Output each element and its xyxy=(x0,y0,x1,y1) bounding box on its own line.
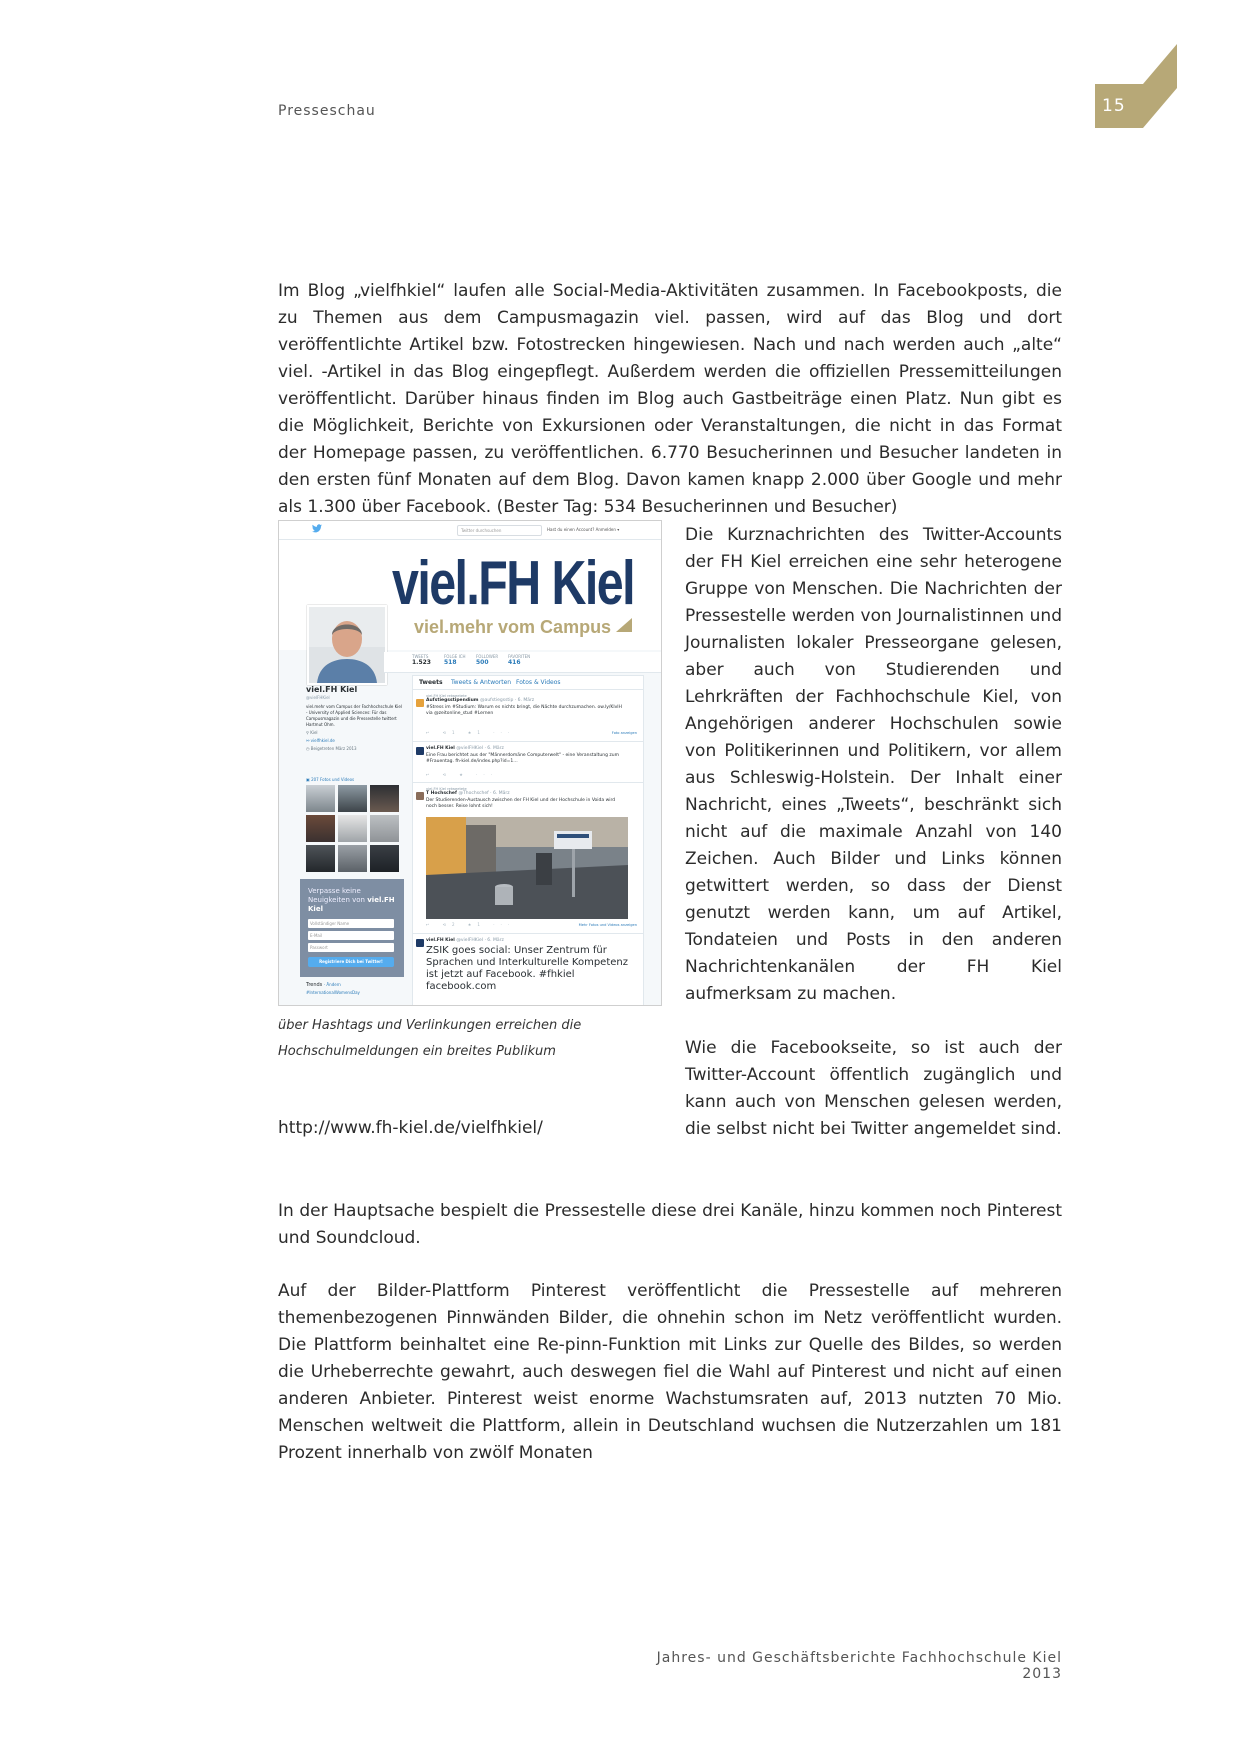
location-icon: ⚲ xyxy=(306,730,311,735)
tweet-actions: ↩ ⟲2 ★1 ··· xyxy=(426,922,516,927)
stat-favorites: FAVORITEN 416 xyxy=(508,654,531,666)
tweet-item xyxy=(413,742,643,783)
photo-thumbnail xyxy=(306,845,335,872)
tab-tweets: Tweets xyxy=(419,679,443,686)
twitter-paragraph-2: Wie die Facebookseite, so ist auch der Twitter-Account öffentlich zugänglich und kann auch von Menschen gelesen werden, die selbst nicht bei Twitter angemeldet sind. xyxy=(685,1038,1062,1139)
profile-bio: viel.mehr vom Campus der Fachhochschule Kiel - University of Applied Sciences: Für das Campusmagazin und die Pressestelle twittert Hartmut Ohm. xyxy=(306,704,402,727)
page-number: 15 xyxy=(1102,96,1126,116)
trends-title: Trends xyxy=(306,982,323,988)
profile-handle: @vielFHKiel xyxy=(306,695,330,700)
calendar-icon: ◷ xyxy=(306,746,311,751)
tab-photos-videos: Fotos & Videos xyxy=(516,679,561,686)
tweet-author: viel.FH Kiel @vielFHKiel · 6. März xyxy=(426,746,504,751)
tweet-avatar xyxy=(416,699,424,707)
signup-password-field: Passwort xyxy=(308,943,394,952)
signup-email-field: E-Mail xyxy=(308,931,394,940)
tweet-author: viel.FH Kiel @vielFHKiel · 6. März xyxy=(426,938,504,943)
photo-thumbnail xyxy=(370,845,399,872)
twitter-search-input: Twitter durchsuchen xyxy=(457,525,542,536)
twitter-profile-screenshot xyxy=(278,520,662,1006)
photo-thumbnail xyxy=(370,815,399,842)
photo-thumbnail xyxy=(338,845,367,872)
profile-website: ⚯ vielfhkiel.de xyxy=(306,738,335,743)
signup-name-field: Vollständiger Name xyxy=(308,919,394,928)
photos-videos-label: ▣ 207 Fotos und Videos xyxy=(306,777,355,782)
tweet-more-link: Mehr Fotos und Videos anzeigen xyxy=(578,923,637,927)
twitter-paragraph-1: Die Kurznachrichten des Twitter-Accounts der FH Kiel erreichen eine sehr heterogene Gruppe von Menschen. Die Nachrichten der Pressestelle werden von Journalistinnen und Journalisten lokaler Presseorgane gelesen, aber auch von Studierenden und Lehrkräften der Fachhochschule Kiel, von Angehörigen anderer Hochschulen sowie von Politikerinnen und Politikern, vor allem aus Schleswig-Holstein. Der Inhalt einer Nachricht, eines „Tweets“, beschränkt sich nicht auf die maximale Anzahl von 140 Zeichen. Auch Bilder und Links können getwittert werden, so dass der Dienst genutzt werden kann, um auf Artikel, Tondateien und Posts in den anderen Nachrichtenkanälen der FH Kiel aufmerksam zu machen. xyxy=(685,525,1062,1004)
tweet-actions: ↩ ⟲ ★ ··· xyxy=(426,772,498,777)
stat-following: FOLGE ICH 518 xyxy=(444,654,466,666)
tweet-photo xyxy=(426,817,628,919)
retweet-context: viel.FH Kiel retweetete xyxy=(426,787,467,791)
photo-thumbnail xyxy=(338,815,367,842)
banner-arrow-icon xyxy=(616,618,632,632)
tweet-author: Aufstiegsstipendium @aufstiegsstip · 6. März xyxy=(426,698,535,703)
figure-caption: über Hashtags und Verlinkungen erreichen die Hochschulmeldungen ein breites Publikum xyxy=(278,1018,582,1059)
tweet-actions: ↩ ⟲1 ★1 ··· xyxy=(426,730,516,735)
twitter-topbar xyxy=(279,521,661,540)
pinterest-paragraph: Auf der Bilder-Plattform Pinterest veröffentlicht die Pressestelle auf mehreren themenbezogenen Pinnwänden Bilder, die ohnehin schon im Netz veröffentlicht wurden. Die Plattform beinhaltet eine Re-pinn-Funktion mit Links zur Quelle des Bildes, so werden die Urheberrechte gewahrt, auch deswegen fiel die Wahl auf Pinterest und nicht auf einen anderen Anbieter. Pinterest weist enorme Wachstumsraten auf, 2013 nutzten 70 Mio. Menschen weltweit die Plattform, allein in Deutschland wuchsen die Nutzerzahlen um 181 Prozent innerhalb von zwölf Monaten xyxy=(278,1281,1062,1463)
twitter-paragraph xyxy=(685,522,1062,1143)
intro-paragraph: Im Blog „vielfhkiel“ laufen alle Social-Media-Aktivitäten zusammen. In Facebookposts, die zu Themen aus dem Campusmagazin viel. passen, wird auf das Blog und dort veröffentlichte Artikel bzw. Fotostrecken hingewiesen. Nach und nach werden auch „alte“ viel. -Artikel in das Blog eingepflegt. Außerdem werden die offiziellen Pressemitteilungen veröffentlicht. Darüber hinaus finden im Blog auch Gastbeiträge einen Platz. Nun gibt es die Möglichkeit, Berichte von Exkursionen oder Veranstaltungen, die nicht in das Format der Homepage passen, zu veröffentlichen. 6.770 Besucherinnen und Besucher landeten in den ersten fünf Monaten auf dem Blog. Davon kamen knapp 2.000 über Google und mehr als 1.300 über Facebook. (Bester Tag: 534 Besucherinnen und Besucher) xyxy=(278,281,1062,517)
signup-title: Verpasse keine Neuigkeiten von viel.FH Kiel xyxy=(308,887,395,913)
tweet-text: ZSIK goes social: Unser Zentrum für Sprachen und Interkulturelle Kompetenz ist jetzt auf Facebook. #fhkiel facebook.com xyxy=(426,945,628,992)
tweet-text: Eine Frau berichtet aus der "Männerdomäne Computerwelt" - eine Veranstaltung zum #Frauentag. fh-kiel.de/index.php?id=1… xyxy=(426,753,620,764)
tweet-avatar xyxy=(416,939,424,947)
profile-name: viel.FH Kiel xyxy=(306,685,358,694)
camera-icon: ▣ xyxy=(306,777,312,782)
trend-item: #InternationalWomensDay xyxy=(306,990,360,995)
blog-url[interactable]: http://www.fh-kiel.de/vielfhkiel/ xyxy=(278,1118,543,1138)
profile-stats-bar xyxy=(384,652,661,673)
tweet-timeline xyxy=(412,675,644,1006)
tweet-text: Der Studierenden-Austausch zwischen der FH Kiel und der Hochschule in Voida wird noch besser. Reise lohnt sich! xyxy=(426,798,616,809)
trends-edit-link: · Ändern xyxy=(323,982,341,987)
photo-thumbnail xyxy=(370,785,399,812)
banner-subtitle: viel.mehr vom Campus xyxy=(414,617,612,637)
photo-thumbnail xyxy=(338,785,367,812)
profile-avatar xyxy=(307,605,387,685)
photo-thumbnail xyxy=(306,785,335,812)
signup-box xyxy=(300,879,404,977)
timeline-tabs xyxy=(413,676,643,690)
stat-tweets: TWEETS 1.523 xyxy=(412,654,431,666)
tweet-item xyxy=(413,783,643,934)
photo-thumbnails xyxy=(306,785,403,875)
channels-paragraph: In der Hauptsache bespielt die Pressestelle diese drei Kanäle, hinzu kommen noch Pinterest und Soundcloud. xyxy=(278,1201,1062,1248)
page-footer: Jahres- und Geschäftsberichte Fachhochschule Kiel 2013 xyxy=(656,1650,1062,1682)
stat-followers: FOLLOWER 500 xyxy=(476,654,499,666)
signup-button: Registriere Dich bei Twitter! xyxy=(308,957,394,967)
banner-title: viel.FH Kiel xyxy=(392,549,634,618)
twitter-login-link: Hast du einen Account? Anmelden ▾ xyxy=(547,527,620,532)
trends-box xyxy=(306,981,360,996)
retweet-context: viel.FH Kiel retweetete xyxy=(426,694,467,698)
profile-location: ⚲ Kiel xyxy=(306,730,318,735)
tweet-item xyxy=(413,934,643,1006)
running-header: Presseschau xyxy=(278,103,376,119)
profile-joined: ◷ Beigetreten März 2013 xyxy=(306,746,357,751)
twitter-bird-icon xyxy=(312,524,322,534)
tweet-avatar xyxy=(416,747,424,755)
tab-tweets-replies: Tweets & Antworten xyxy=(451,679,512,686)
photo-thumbnail xyxy=(306,815,335,842)
tweet-avatar xyxy=(416,792,424,800)
tweet-text: #Stress im #Studium: Warum es nichts bringt, die Nächte durchzumachen. ow.ly/KlvlH via @zeitonline_stud #Lernen xyxy=(426,705,622,716)
tweet-more-link: Foto anzeigen xyxy=(611,731,637,735)
profile-card xyxy=(306,685,402,752)
tweet-item xyxy=(413,690,643,742)
link-icon: ⚯ xyxy=(306,738,311,743)
tweet-author: T Hochschef @Thochschef · 6. März xyxy=(426,791,510,796)
